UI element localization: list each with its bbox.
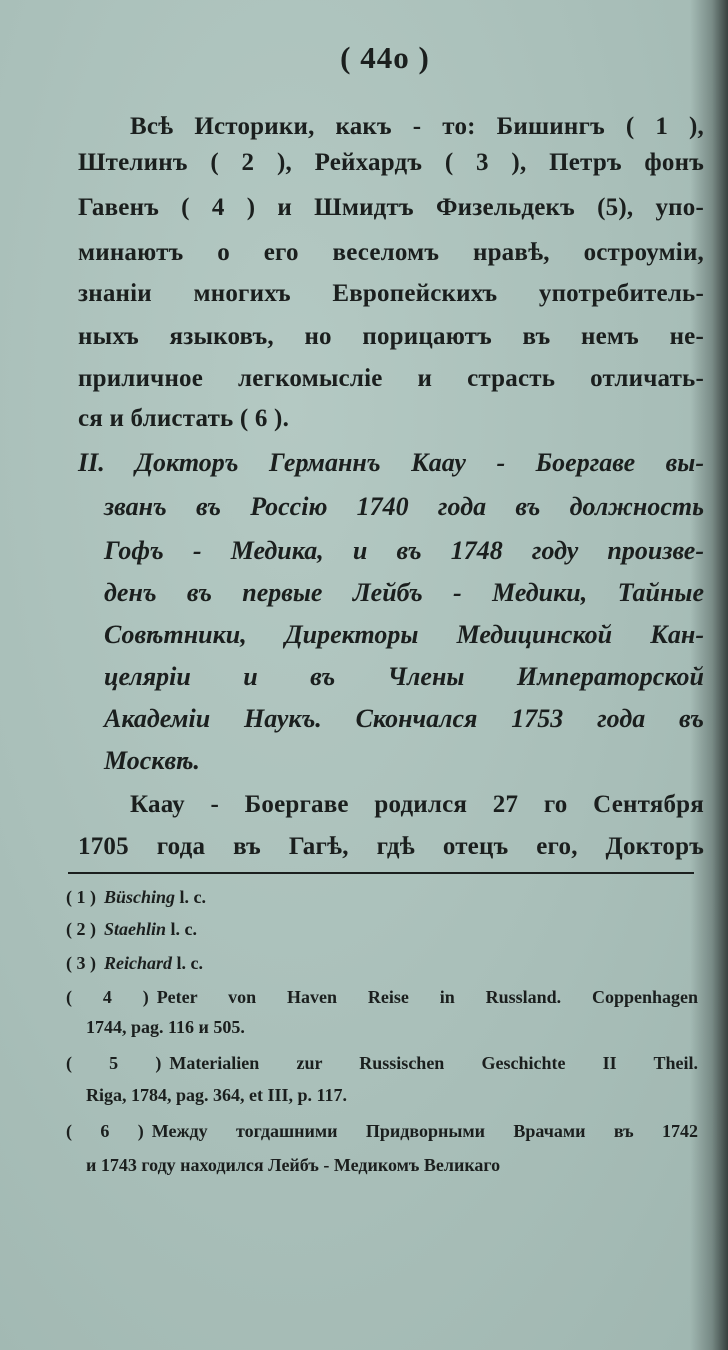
paragraph-1-line: ныхъ языковъ, но порицаютъ въ немъ не-: [78, 323, 704, 350]
page-number: ( 44о ): [340, 40, 430, 75]
footnote-text: l. c.: [170, 919, 198, 939]
biography-line: Москвѣ.: [104, 746, 200, 775]
paragraph-2-line: Каау - Боергаве родился 27 го Сентября: [130, 791, 704, 818]
biography-line: Гофъ - Медика, и въ 1748 году произве-: [104, 536, 704, 565]
paragraph-1-line: минаютъ о его веселомъ нравѣ, остроуміи,: [78, 239, 704, 266]
footnote-6: [66, 1122, 698, 1140]
paragraph-1-line: знаніи многихъ Европейскихъ употребитель-: [78, 280, 704, 307]
biography-line: званъ въ Россію 1740 года въ должность: [104, 492, 704, 521]
footnote-5: [66, 1054, 698, 1072]
footnote-text: l. c.: [179, 887, 207, 907]
paragraph-1-line: ся и блистать ( 6 ).: [78, 405, 290, 432]
footnote-text: l. c.: [176, 953, 204, 973]
biography-line: Академіи Наукъ. Скончался 1753 года въ: [104, 704, 704, 733]
footnote-author: Büsching: [104, 887, 176, 907]
footnote-mark: ( 6 ): [66, 1121, 144, 1141]
footnote-mark: ( 1 ): [66, 887, 96, 907]
footnote-4-continuation: 1744, pag. 116 и 505.: [86, 1017, 245, 1037]
footnote-mark: ( 4 ): [66, 987, 149, 1007]
footnote-author: Staehlin: [104, 919, 167, 939]
biography-line: денъ въ первые Лейбъ - Медики, Тайные: [104, 578, 704, 607]
footnote-mark: ( 2 ): [66, 919, 96, 939]
paragraph-2-line: 1705 года въ Гагѣ, гдѣ отецъ его, Докторъ: [78, 833, 704, 860]
paragraph-1-line: Гавенъ ( 4 ) и Шмидтъ Физельдекъ (5), упо-: [78, 194, 704, 221]
biography-line: целяріи и въ Члены Императорской: [104, 662, 704, 691]
footnote-text: Materialien zur Russischen Geschichte II Theil.: [169, 1053, 698, 1073]
footnote-text: Между тогдашними Придворными Врачами въ 1742: [151, 1121, 698, 1141]
footnote-rule: [68, 872, 694, 874]
footnote-1: [66, 888, 698, 906]
biography-line: Совѣтники, Директоры Медицинской Кан-: [104, 620, 704, 649]
footnote-2: [66, 920, 698, 938]
footnote-4: [66, 988, 698, 1006]
footnote-text: Peter von Haven Reise in Russland. Coppenhagen: [156, 987, 698, 1007]
paragraph-1-line: Всѣ Историки, какъ - то: Бишингъ ( 1 ),: [130, 113, 704, 140]
paragraph-1-line: приличное легкомысліе и страсть отличать-: [78, 365, 704, 392]
biography-line: II. Докторъ Германнъ Каау - Боергаве вы-: [78, 448, 704, 477]
footnote-mark: ( 5 ): [66, 1053, 162, 1073]
footnote-3: [66, 954, 698, 972]
footnote-5-continuation: Riga, 1784, pag. 364, et III, p. 117.: [86, 1085, 348, 1105]
footnote-author: Reichard: [104, 953, 173, 973]
footnote-mark: ( 3 ): [66, 953, 96, 973]
paragraph-1-line: Штелинъ ( 2 ), Рейхардъ ( 3 ), Петръ фонъ: [78, 149, 704, 176]
footnote-6-continuation: и 1743 году находился Лейбъ - Медикомъ Великаго: [86, 1155, 501, 1175]
